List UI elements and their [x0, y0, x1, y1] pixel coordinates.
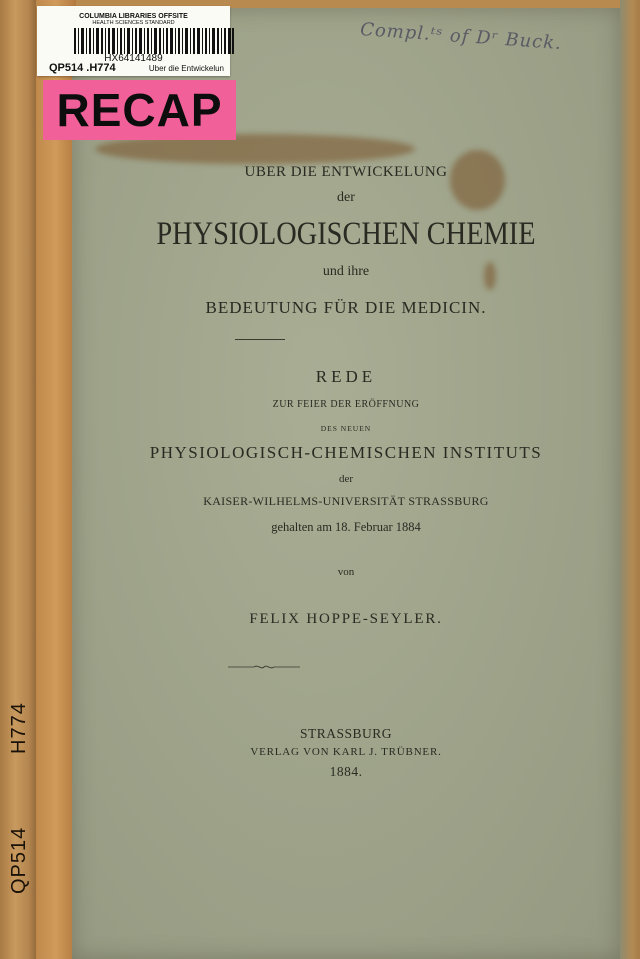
publisher-name: VERLAG VON KARL J. TRÜBNER.	[250, 746, 442, 758]
book-spine	[0, 0, 38, 959]
library-barcode-label	[37, 6, 230, 76]
handwritten-inscription: Compl.ᵗˢ of Dʳ Buck.	[359, 18, 563, 55]
spine-edge	[36, 0, 76, 959]
institute-der-line: der	[338, 473, 354, 485]
publication-year: 1884.	[329, 764, 363, 779]
publisher-city: STRASSBURG	[299, 726, 393, 741]
recap-sticker: RECAP	[43, 80, 236, 140]
barcode-icon	[74, 28, 234, 54]
rede-heading: REDE	[315, 367, 377, 386]
title-line-uber: UBER DIE ENTWICKELUNG	[244, 164, 448, 180]
institute-name: PHYSIOLOGISCH-CHEMISCHEN INSTITUTS	[149, 443, 543, 462]
library-name: COLUMBIA LIBRARIES OFFSITE	[79, 13, 188, 20]
subtitle-bedeutung: BEDEUTUNG FÜR DIE MEDICIN.	[205, 298, 487, 317]
title-line-und-ihre: und ihre	[322, 264, 370, 279]
cover-right-edge	[620, 0, 640, 959]
date-line: gehalten am 18. Februar 1884	[271, 520, 421, 534]
title-line-der: der	[337, 190, 355, 205]
main-title: PHYSIOLOGISCHEN CHEMIE	[156, 216, 536, 252]
library-collection: HEALTH SCIENCES STANDARD	[92, 20, 175, 26]
spine-call-number-top: H774	[8, 702, 30, 754]
short-title: Uber die Entwickelun	[148, 64, 224, 73]
von-line: von	[337, 566, 355, 578]
ornament-divider-icon	[228, 663, 300, 671]
des-neuen-line: DES NEUEN	[320, 424, 372, 433]
barcode-number: HX64141489	[104, 53, 163, 64]
call-number: QP514 .H774	[49, 62, 116, 74]
divider-rule	[235, 339, 285, 340]
university-name: KAISER-WILHELMS-UNIVERSITÄT STRASSBURG	[203, 494, 489, 508]
author-name: FELIX HOPPE-SEYLER.	[249, 611, 443, 627]
spine-call-number-bottom: QP514	[8, 826, 30, 894]
occasion-line: ZUR FEIER DER ERÖFFNUNG	[272, 399, 420, 410]
